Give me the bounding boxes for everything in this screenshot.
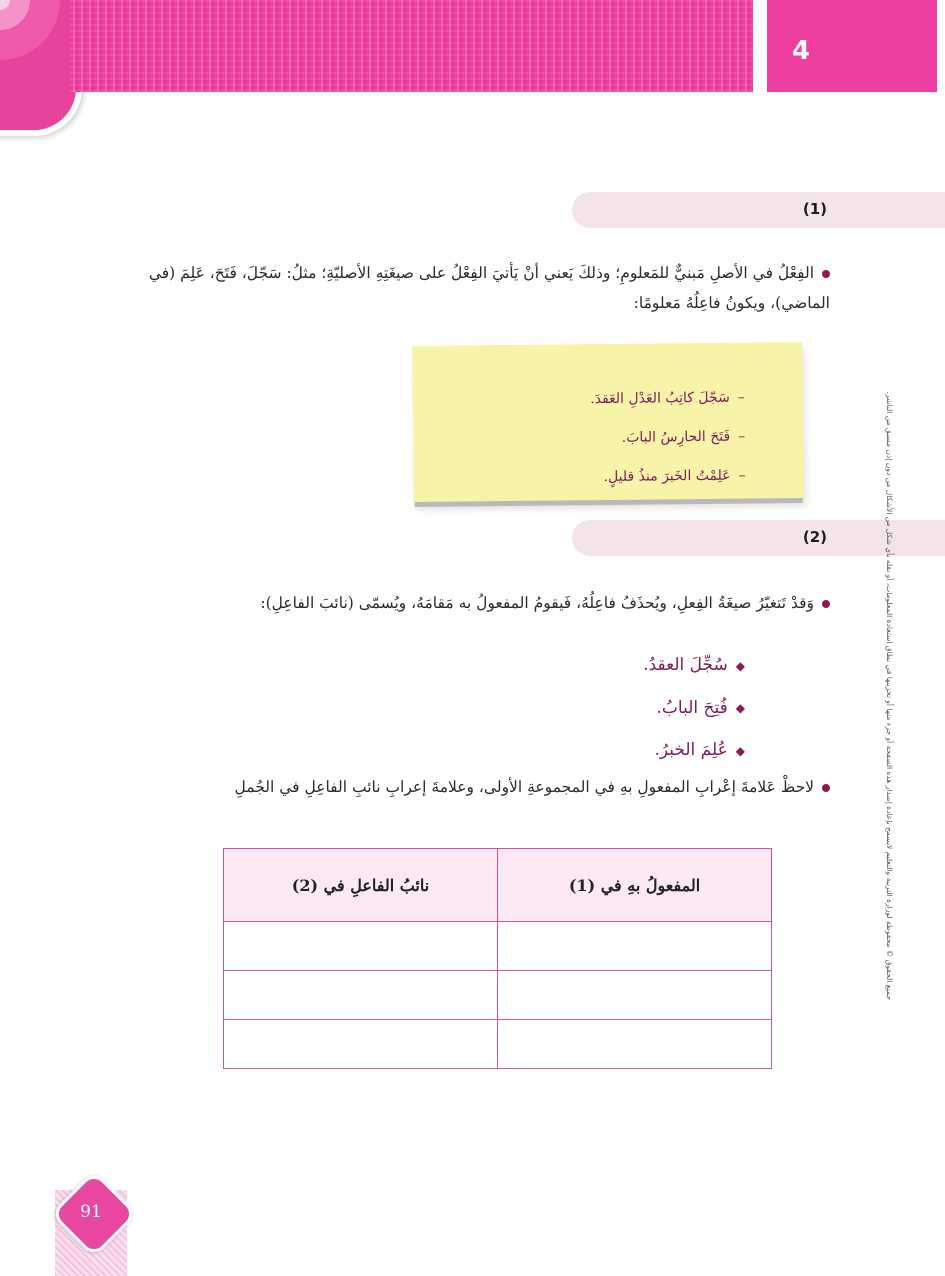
diamond-icon: ◆	[735, 743, 745, 758]
dash-icon: –	[737, 389, 745, 406]
bullet-icon	[822, 784, 830, 792]
section-2-label: (2)	[802, 528, 827, 546]
note-item: –سَجّلَ كاتِبُ العَدْلِ العَقدَ.	[590, 389, 745, 408]
section-2-paragraph: وَقدْ تَتغيّرُ صيغَةُ الفِعلِ، ويُحذَفُ فاعِلُهُ، فَيقومُ المفعولُ به مَقامَهُ، ويُسمّى (نائبَ الفاعِلِ):	[90, 588, 830, 618]
example-list	[643, 644, 745, 772]
section-1-header	[572, 192, 945, 228]
example-item: ◆فُتِحَ البابُ.	[656, 697, 745, 718]
instruction-paragraph: لاحظْ عَلامةَ إعْرابِ المفعولِ بهِ في المجموعةِ الأولى، وعلامةَ إعرابِ نائبِ الفاعِلِ في الجُملِ	[90, 772, 830, 802]
table-header-deputy-subject: نائبُ الفاعلِ في (2)	[224, 849, 498, 922]
diamond-icon: ◆	[735, 701, 745, 715]
dash-icon: –	[738, 428, 746, 445]
example-item: ◆عُلِمَ الخبرُ.	[654, 740, 745, 760]
table-row	[224, 971, 772, 1020]
answer-cell[interactable]	[498, 971, 772, 1020]
dash-icon: –	[738, 467, 746, 484]
example-item: ◆سُجِّلَ العقدُ.	[643, 655, 745, 675]
answer-cell[interactable]	[224, 971, 498, 1020]
answer-cell[interactable]	[498, 922, 772, 971]
diamond-icon: ◆	[735, 658, 745, 673]
bullet-icon	[822, 270, 830, 278]
table-row	[224, 1020, 772, 1069]
answer-table	[223, 848, 772, 1069]
note-item: –فَتَحَ الحارِسُ البابَ.	[621, 428, 746, 446]
answer-cell[interactable]	[224, 922, 498, 971]
table-header-row	[224, 849, 772, 922]
bullet-icon	[822, 600, 830, 608]
table-header-object: المفعولُ بهِ في (1)	[498, 849, 772, 922]
table-row	[224, 922, 772, 971]
note-item: –عَلِمْتُ الخَبرَ منذُ قليلٍ.	[603, 467, 746, 486]
copyright-note: جميع الحقوق © محفوظة لوزارة التربية والتعليم لايسمح بإعادة إصدار هذه الصفحة أو جزء منها أو تخزينها في نطاق استعادة المعلومات، أو نقله بأي شكل من الأشكال من دون إذن مسبق من الناشر.	[885, 391, 894, 1000]
page-number: 91	[80, 1202, 102, 1222]
section-1-label: (1)	[802, 200, 827, 218]
chapter-number: 4	[791, 36, 811, 66]
header-band	[70, 0, 753, 92]
header-divider	[753, 0, 767, 100]
example-sticky-note	[412, 342, 804, 502]
answer-cell[interactable]	[224, 1020, 498, 1069]
answer-cell[interactable]	[498, 1020, 772, 1069]
section-1-paragraph: الفِعْلُ في الأصلِ مَبنيٌّ للمَعلومِ؛ وذلكَ يَعني أنْ يَأتيَ الفِعْلُ على صيغَتِهِ الأصليّةِ؛ مثلُ: سَجّلَ، فَتَحَ، عَلِمَ (في الماضي)، ويكونُ فاعِلُهُ مَعلومًا:	[148, 264, 830, 312]
note-list	[590, 379, 746, 498]
